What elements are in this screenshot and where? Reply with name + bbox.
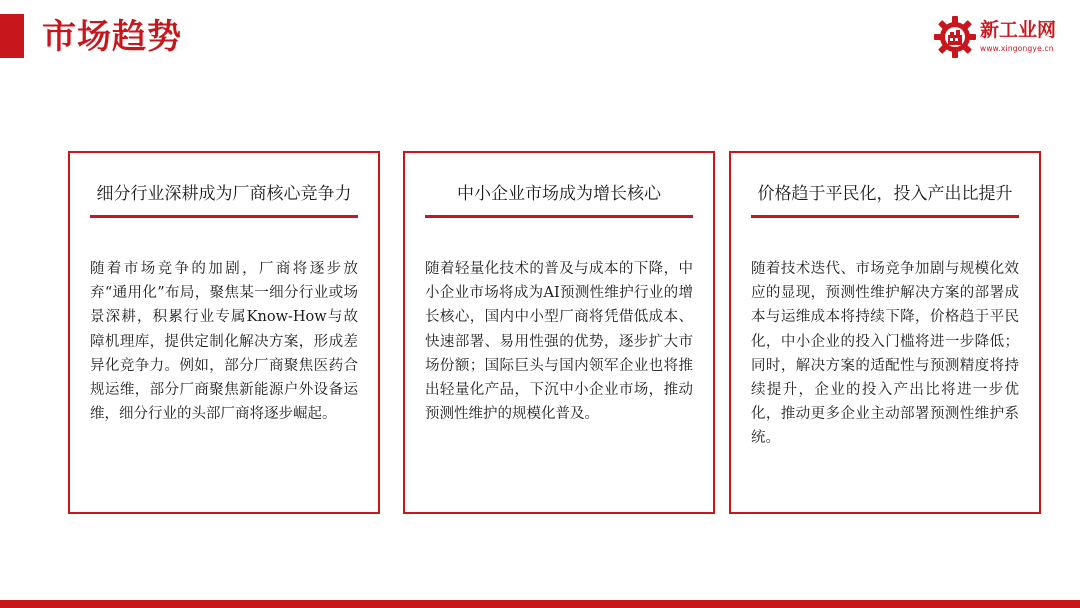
footer-accent-bar — [0, 600, 1080, 608]
page-title: 市场趋势 — [42, 17, 182, 57]
card-divider — [751, 215, 1019, 218]
gear-icon — [934, 16, 976, 58]
trend-card-sme-market — [403, 151, 715, 514]
card-body: 随着市场竞争的加剧，厂商将逐步放弃“通用化”布局，聚焦某一细分行业或场景深耕，积累行业专属Know-How与故障机理库，提供定制化解决方案，形成差异化竞争力。例如，部分厂商聚焦医药合规运维，部分厂商聚焦新能源户外设备运维，细分行业的头部厂商将逐步崛起。 — [90, 261, 358, 423]
card-title: 细分行业深耕成为厂商核心竞争力 — [96, 184, 352, 204]
card-title: 中小企业市场成为增长核心 — [457, 184, 661, 204]
trend-card-niche-industry — [68, 151, 380, 514]
card-divider — [90, 215, 358, 218]
brand-logo — [934, 16, 1080, 60]
trend-card-pricing — [729, 151, 1041, 514]
card-title: 价格趋于平民化，投入产出比提升 — [757, 184, 1013, 204]
title-accent-bar — [0, 14, 24, 58]
card-body: 随着技术迭代、市场竞争加剧与规模化效应的显现，预测性维护解决方案的部署成本与运维成本将持续下降，价格趋于平民化，中小企业的投入门槛将进一步降低；同时，解决方案的适配性与预测精度将持续提升，企业的投入产出比将进一步优化，推动更多企业主动部署预测性维护系统。 — [751, 261, 1019, 447]
card-body: 随着轻量化技术的普及与成本的下降，中小企业市场将成为AI预测性维护行业的增长核心，国内中小型厂商将凭借低成本、快速部署、易用性强的优势，逐步扩大市场份额；国际巨头与国内领军企业也将推出轻量化产品，下沉中小企业市场，推动预测性维护的规模化普及。 — [425, 261, 693, 423]
logo-name: 新工业网 — [980, 19, 1057, 41]
logo-url: www.xingongye.cn — [980, 44, 1054, 53]
card-divider — [425, 215, 693, 218]
